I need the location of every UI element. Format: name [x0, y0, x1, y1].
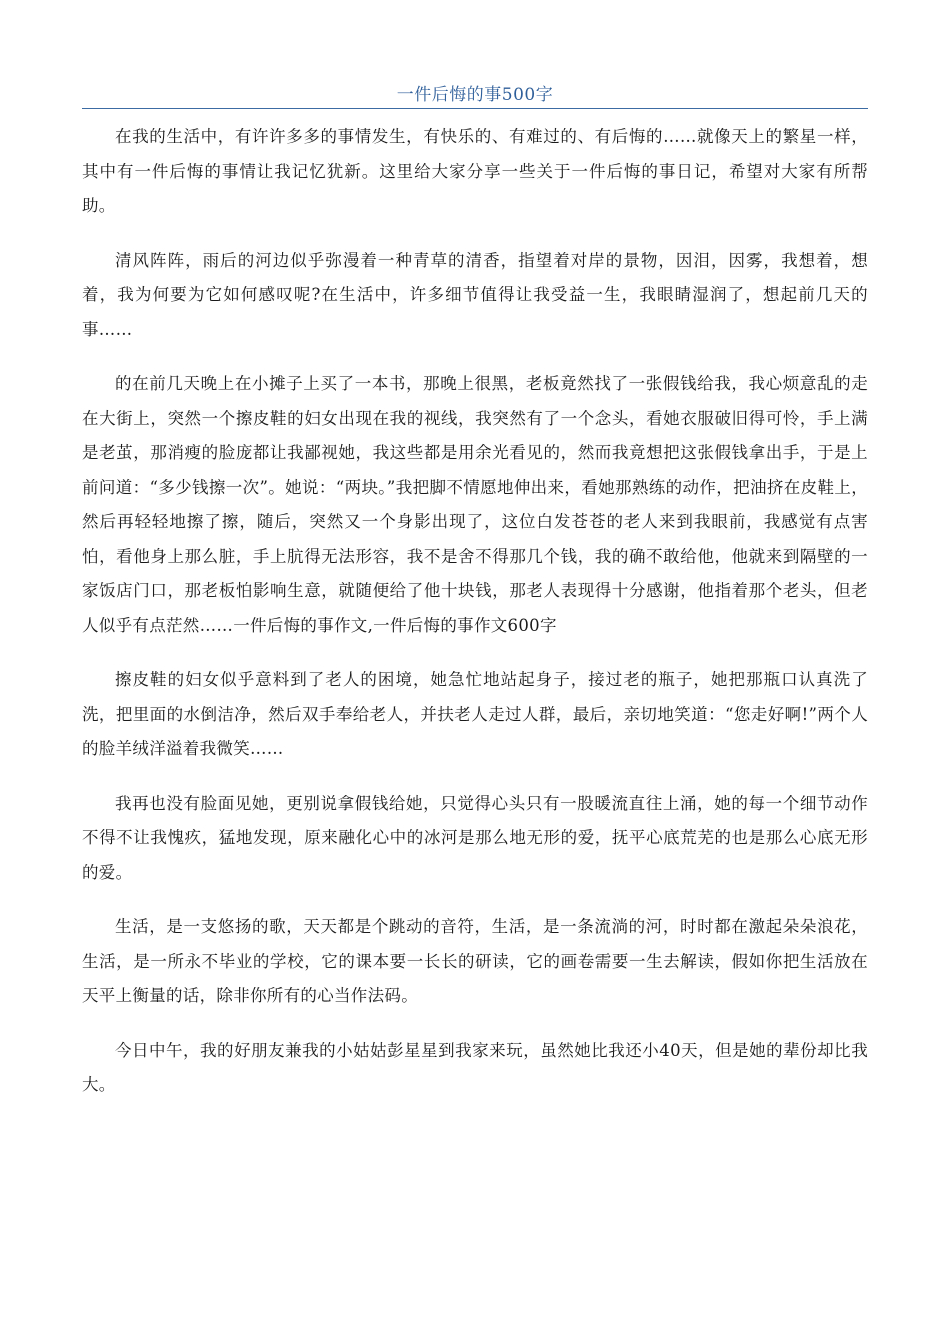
paragraph-intro: 在我的生活中，有许许多多的事情发生，有快乐的、有难过的、有后悔的……就像天上的繁星一样，其中有一件后悔的事情让我记忆犹新。这里给大家分享一些关于一件后悔的事日记，希望对大家有所帮助。: [82, 127, 868, 215]
document-title: 一件后悔的事500字: [396, 85, 554, 105]
paragraph-remorse: 我再也没有脸面见她，更别说拿假钱给她，只觉得心头只有一股暖流直往上涌，她的每一个细节动作不得不让我愧疚，猛地发现，原来融化心中的冰河是那么地无形的爱，抚平心底荒芜的也是那么心底无形的爱。: [82, 793, 868, 882]
paragraph-riverside: 清风阵阵，雨后的河边似乎弥漫着一种青草的清香，指望着对岸的景物，因泪，因雾，我想着，想着，我为何要为它如何感叹呢?在生活中，许多细节值得让我受益一生，我眼睛湿润了，想起前几天的事……: [82, 250, 868, 339]
paragraph-aunt-visit: 今日中午，我的好朋友兼我的小姑姑彭星星到我家来玩，虽然她比我还小40天，但是她的辈份却比我大。: [82, 1040, 868, 1094]
paragraph-shoe-shine-story: 的在前几天晚上在小摊子上买了一本书，那晚上很黑，老板竟然找了一张假钱给我，我心烦意乱的走在大街上，突然一个擦皮鞋的妇女出现在我的视线，我突然有了一个念头，看她衣服破旧得可怜，手上满是老茧，那消瘦的脸庞都让我鄙视她，我这些都是用余光看见的，然而我竟想把这张假钱拿出手，于是上前问道：“多少钱擦一次”。她说：“两块。”我把脚不情愿地伸出来，看她那熟练的动作，把油挤在皮鞋上，然后再轻轻地擦了擦，随后，突然又一个身影出现了，这位白发苍苍的老人来到我眼前，我感觉有点害怕，看他身上那么脏，手上肮得无法形容，我不是舍不得那几个钱，我的确不敢给他，他就来到隔壁的一家饭店门口，那老板怕影响生意，就随便给了他十块钱，那老人表现得十分感谢，他指着那个老头，但老人似乎有点茫然……一件后悔的事作文,一件后悔的事作文600字: [82, 374, 868, 635]
paragraph-life-reflection: 生活，是一支悠扬的歌，天天都是个跳动的音符，生活，是一条流淌的河，时时都在激起朵朵浪花，生活，是一所永不毕业的学校，它的课本要一长长的研读，它的画卷需要一生去解读，假如你把生活放在天平上衡量的话，除非你所有的心当作法码。: [82, 917, 868, 1005]
document-body: [82, 120, 868, 1123]
paragraph-woman-helps-elder: 擦皮鞋的妇女似乎意料到了老人的困境，她急忙地站起身子，接过老的瓶子，她把那瓶口认真洗了洗，把里面的水倒洁净，然后双手奉给老人，并扶老人走过人群，最后，亲切地笑道：“您走好啊!”两个人的脸羊绒洋溢着我微笑……: [82, 670, 868, 758]
document-header: [82, 82, 868, 109]
